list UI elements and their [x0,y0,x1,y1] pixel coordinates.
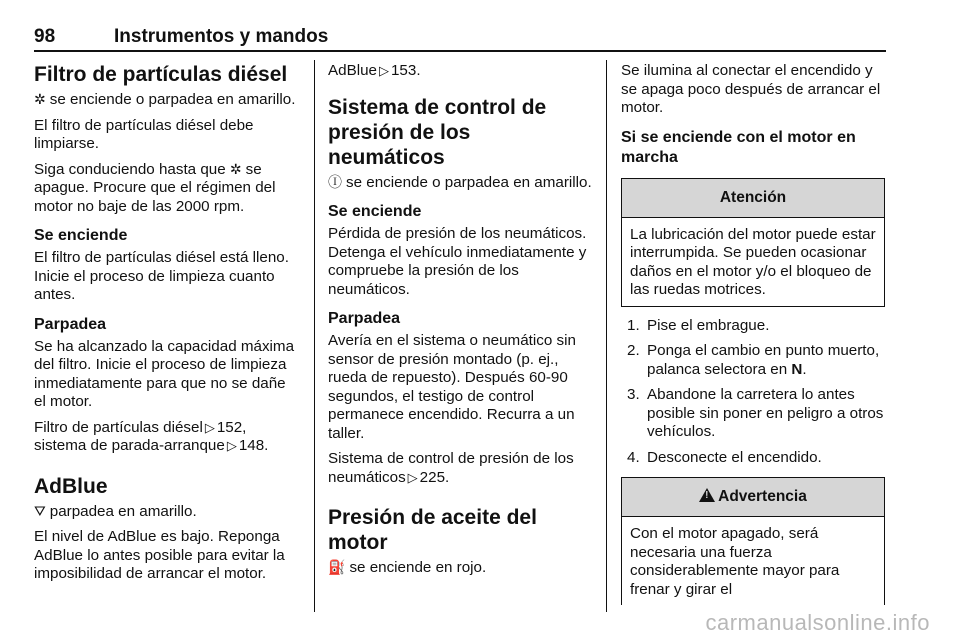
column-divider-1 [314,60,315,612]
steps-list [621,317,885,468]
section-heading-oil-pressure: Presión de aceite del motor [328,506,537,554]
subheading: Se enciende [328,203,422,220]
list-item: 2. Ponga el cambio en punto muerto, palanca selectora en N. [627,342,880,378]
page-number: 98 [34,26,56,47]
warning-text: Con el motor apagado, será necesaria una fuerza considerablemente mayor para frenar y girar el [630,525,840,598]
subheading: Se enciende [34,227,128,244]
paragraph: Se ilumina al conectar el encendido y se apaga poco después de arrancar el motor. [621,62,881,116]
watermark: carmanualsonline.info [705,610,930,635]
warning-box [621,477,885,605]
section-heading-tpms: Sistema de control de presión de los neumáticos [328,95,547,169]
dpf-icon: ✲ [34,91,46,107]
paragraph: El nivel de AdBlue es bajo. Reponga AdBlue lo antes posible para evitar la imposibilidad de arrancar el motor. [34,528,285,582]
paragraph: Se ha alcanzado la capacidad máxima del filtro. Inicie el proceso de limpieza inmediatamente para que no se dañe el motor. [34,337,295,410]
paragraph: Avería en el sistema o neumático sin sensor de presión montado (p. ej., rueda de repuesto). Después 60-90 segundos, el testigo de control permanece encendido. Recurra a un taller. [328,332,576,442]
paragraph: AdBlue ▷ 153. [328,62,421,79]
paragraph: Sistema de control de presión de los neumáticos ▷ 225. [328,450,574,486]
paragraph: Ⓘ se enciende o parpadea en amarillo. [328,173,592,191]
page-ref-arrow-icon: ▷ [226,438,237,453]
column-2 [328,62,592,585]
paragraph: Pérdida de presión de los neumáticos. Detenga el vehículo inmediatamente y compruebe la presión de los neumáticos. [328,225,587,298]
subheading: Si se enciende con el motor en marcha [621,128,856,166]
dpf-icon: ✲ [229,160,242,177]
subheading: Parpadea [328,310,401,327]
caution-box [621,178,885,307]
paragraph: Filtro de partículas diésel ▷ 152, sistema de parada-arranque ▷ 148. [34,418,269,454]
adblue-icon: ⛛ [34,502,46,519]
column-1 [34,62,300,591]
tire-pressure-icon: Ⓘ [328,173,342,190]
subheading: Parpadea [34,315,107,333]
oil-pressure-icon: ⛽ [328,559,346,575]
paragraph: El filtro de partículas diésel está lleno. Inicie el proceso de limpieza cuanto antes. [34,249,289,303]
column-divider-2 [606,60,607,612]
caution-title: Atención [622,179,884,218]
paragraph: Siga conduciendo hasta que ✲ se apague. Procure que el régimen del motor no baje de las 2000 rpm. [34,160,276,215]
list-item: 3. Abandone la carretera lo antes posible sin poner en peligro a otros vehículos. [627,386,884,440]
paragraph: ⛛ parpadea en amarillo. [34,502,197,520]
paragraph: ✲ se enciende o parpadea en amarillo. [34,91,296,108]
column-3 [621,62,885,605]
page-ref-arrow-icon: ▷ [204,419,215,435]
page-ref-arrow-icon: ▷ [407,469,418,485]
header-rule [34,50,886,52]
paragraph: ⛽ se enciende en rojo. [328,559,487,576]
caution-text: La lubricación del motor puede estar interrumpida. Se pueden ocasionar daños en el motor y/o el bloqueo de las ruedas motrices. [630,225,876,298]
warning-title: !Advertencia [622,478,884,517]
list-item: 1. Pise el embrague. [627,316,770,334]
list-item: 4. Desconecte el encendido. [627,448,822,466]
page-header [34,26,886,50]
section-heading-adblue: AdBlue [34,474,108,498]
page-title: Instrumentos y mandos [114,26,329,47]
section-heading-dpf: Filtro de partículas diésel [34,63,288,86]
paragraph: El filtro de partículas diésel debe limpiarse. [34,116,254,152]
page-ref-arrow-icon: ▷ [378,63,389,78]
warning-triangle-icon [699,488,715,502]
